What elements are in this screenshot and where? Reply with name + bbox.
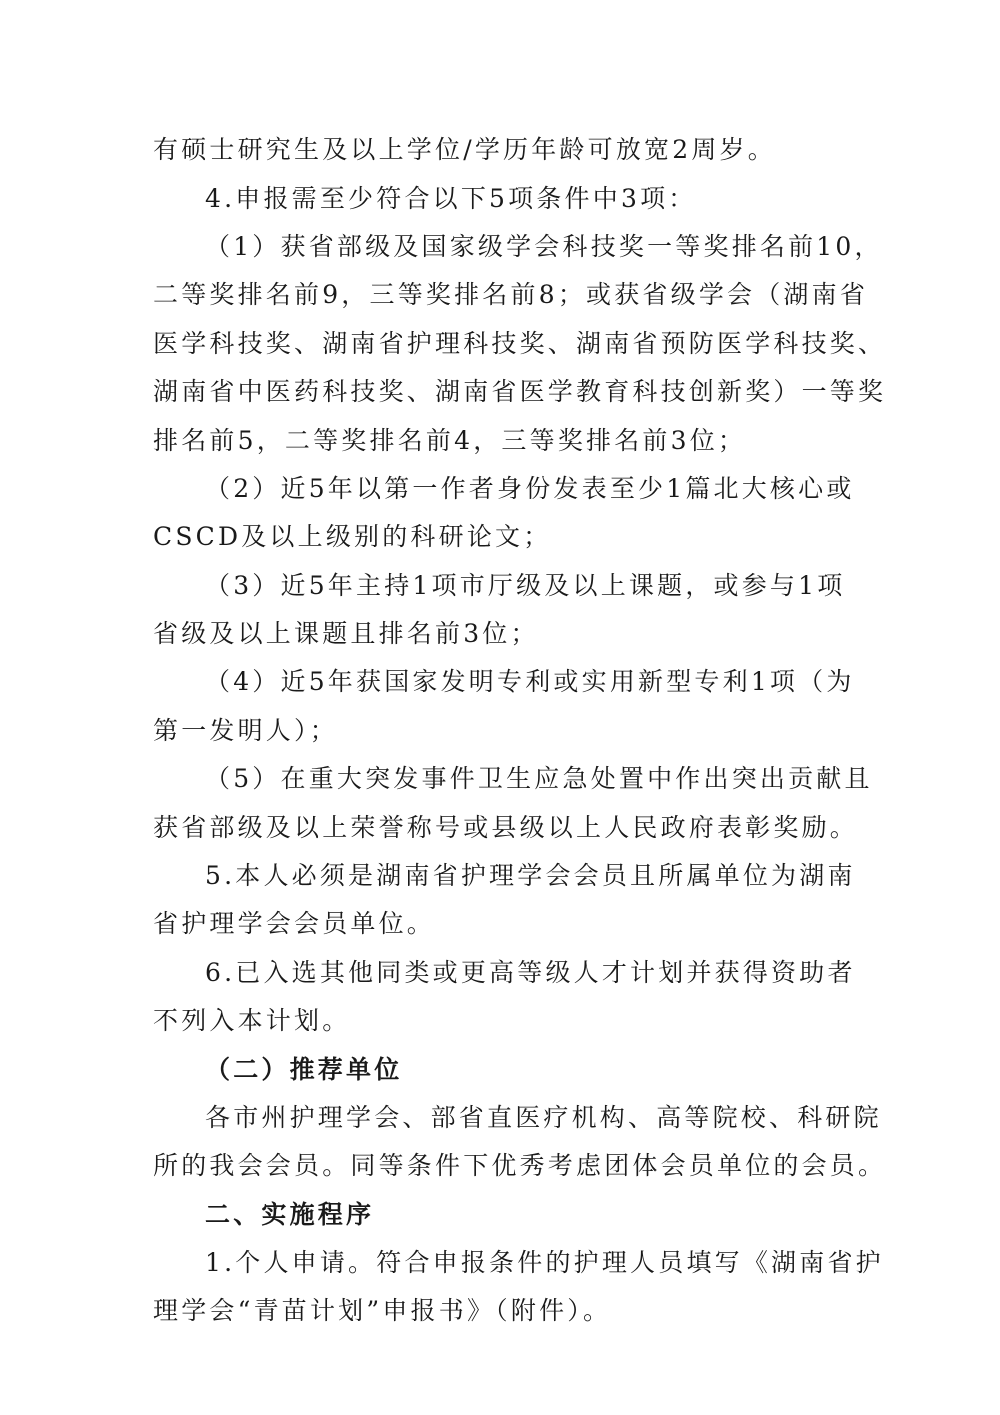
section-heading: 二、实施程序 (205, 1200, 375, 1229)
paragraph-line: 省级及以上课题且排名前3位； (153, 619, 539, 648)
sub-condition-3: （3）近5年主持1项市厅级及以上课题，或参与1项 (205, 571, 846, 600)
paragraph-line: 有硕士研究生及以上学位/学历年龄可放宽2周岁。 (153, 135, 776, 164)
procedure-step-1: 1.个人申请。符合申报条件的护理人员填写《湖南省护 (205, 1248, 884, 1277)
paragraph-line: 获省部级及以上荣誉称号或县级以上人民政府表彰奖励。 (153, 813, 859, 842)
paragraph-line: 理学会“青苗计划”申报书》（附件）。 (153, 1296, 612, 1325)
paragraph-line: 排名前5，二等奖排名前4，三等奖排名前3位； (153, 426, 747, 455)
paragraph-line: 湖南省中医药科技奖、湖南省医学教育科技创新奖）一等奖 (153, 377, 887, 406)
sub-condition-5: （5）在重大突发事件卫生应急处置中作出突出贡献且 (205, 764, 873, 793)
condition-item-5: 5.本人必须是湖南省护理学会会员且所属单位为湖南 (205, 861, 856, 890)
condition-item-6: 6.已入选其他同类或更高等级人才计划并获得资助者 (205, 958, 856, 987)
paragraph-line: CSCD及以上级别的科研论文； (153, 522, 552, 551)
sub-condition-4: （4）近5年获国家发明专利或实用新型专利1项（为 (205, 667, 855, 696)
paragraph-line: 医学科技奖、湖南省护理科技奖、湖南省预防医学科技奖、 (153, 329, 887, 358)
paragraph-line: 不列入本计划。 (153, 1006, 351, 1035)
section-subheading: （二）推荐单位 (205, 1055, 403, 1084)
paragraph-line: 所的我会会员。同等条件下优秀考虑团体会员单位的会员。 (153, 1151, 887, 1180)
sub-condition-2: （2）近5年以第一作者身份发表至少1篇北大核心或 (205, 474, 855, 503)
paragraph-line: 各市州护理学会、部省直医疗机构、高等院校、科研院 (205, 1103, 882, 1132)
condition-item-4: 4.申报需至少符合以下5项条件中3项： (205, 184, 697, 213)
paragraph-line: 第一发明人）； (153, 716, 338, 745)
paragraph-line: 省护理学会会员单位。 (153, 909, 436, 938)
paragraph-line: 二等奖排名前9，三等奖排名前8；或获省级学会（湖南省 (153, 280, 869, 309)
sub-condition-1: （1）获省部级及国家级学会科技奖一等奖排名前10， (205, 232, 883, 261)
